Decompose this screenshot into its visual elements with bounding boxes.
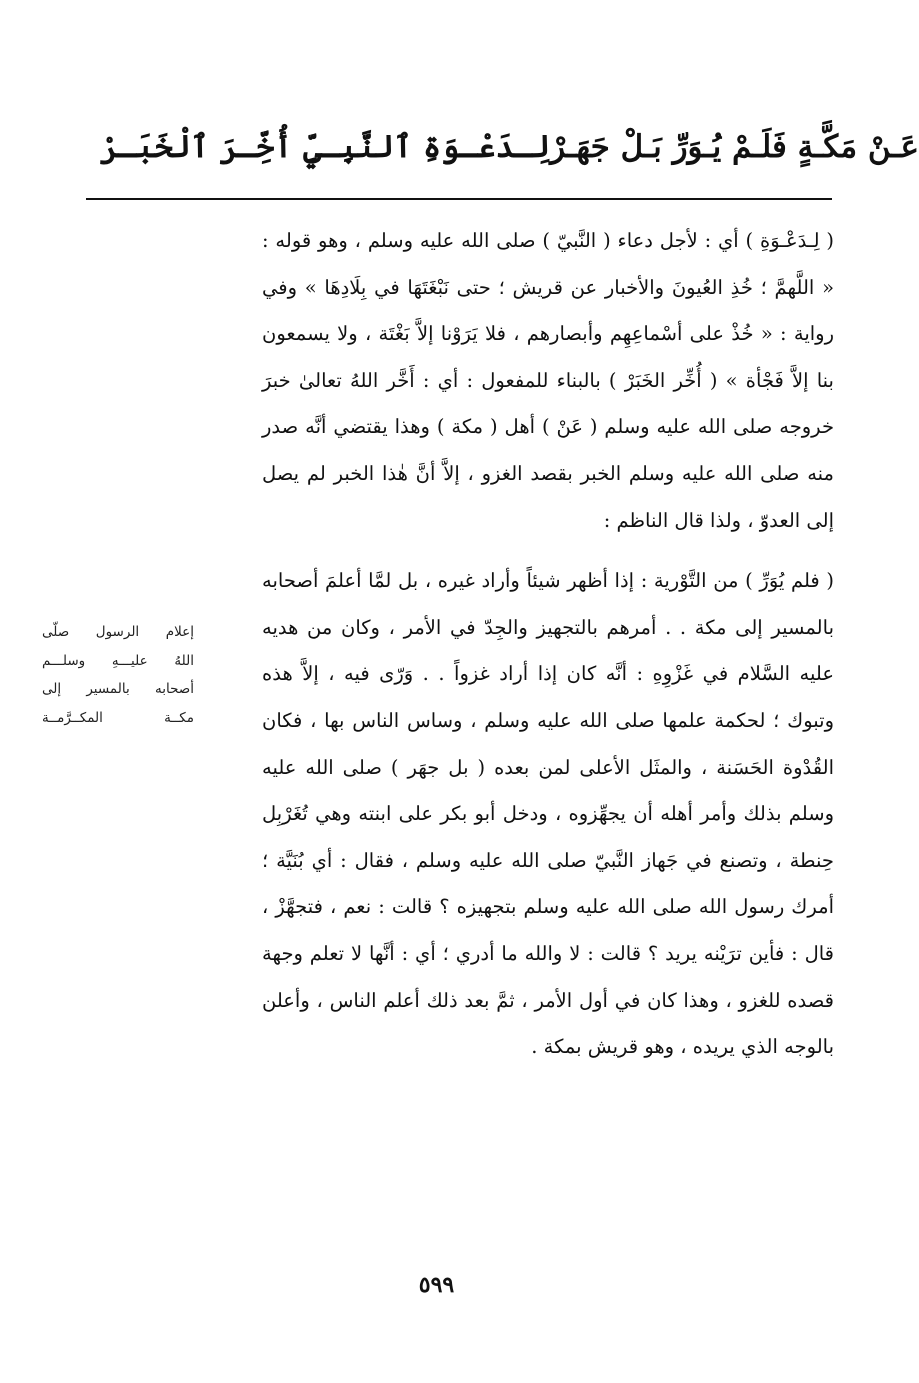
page-number: ٥٩٩ [418, 1272, 455, 1298]
margin-note [42, 618, 194, 732]
margin-note-line: إعلام الرسول صلّى [42, 624, 194, 640]
header-divider [86, 198, 832, 200]
margin-note-line: أصحابه بالمسير إلى [42, 681, 194, 697]
verse-second-hemistich: عَـنْ مَكَّـةٍ فَلَـمْ يُـوَرِّ بَـلْ جَهَـرْ [550, 129, 919, 165]
margin-note-line: مكــة المكــرَّمــة [42, 709, 194, 726]
commentary-paragraph-2: ( فلم يُوَرِّ ) من التَّوْرية : إذا أظهر شيئاً وأراد غيره ، بل لمَّا أعلمَ أصحابه بالمسير إلى مكة . . أمرهم بالتجهيز والجِدّ في الأمر ، وكان من هديه عليه السَّلام في غَزْوِهِ : أنَّه كان إذا أراد غزواً . . وَرّى فيه ، إلاَّ هذه وتبوك ؛ لحكمة علمها صلى الله عليه وسلم ، وساس الناس بها ، فكان القُدْوة الحَسَنة ، والمثَل الأعلى لمن بعده ( بل جهَر ) صلى الله عليه وسلم بذلك وأمر أهله أن يجهِّزوه ، ودخل أبو بكر على ابنته وهي تُغَرْبِل حِنطة ، وتصنع في جَهاز النَّبيّ صلى الله عليه وسلم ، فقال : أي بُنَيَّة ؛ أمرك رسول الله صلى الله عليه وسلم بتجهيزه ؟ قالت : نعم ، فتجهَّزْ ، قال : فأين ترَيْنه يريد ؟ قالت : لا والله ما أدري ؛ أي : أنَّها لا تعلم وجهة قصده للغزو ، وهذا كان في أول الأمر ، ثمَّ بعد ذلك أعلم الناس ، وأعلن بالوجه الذي يريده ، وهو قريش بمكة . [262, 569, 834, 1059]
poem-verse-header [100, 112, 919, 182]
margin-note-line: اللهُ عليـــهِ وسلـــم [42, 652, 194, 669]
commentary-body [262, 218, 834, 1071]
commentary-paragraph-1: ( لِـدَعْـوَةِ ) أي : لأجل دعاء ( النَّبيّ ) صلى الله عليه وسلم ، وهو قوله : « اللَّهمَّ ؛ خُذِ العُيونَ والأخبار عن قريش ؛ حتى نَبْغَتَهَا في بِلَادِهَا » وفي رواية : « خُذْ على أسْماعِهِم وأبصارهم ، فلا يَرَوْنا إلاَّ بَغْتَة ، ولا يسمعون بنا إلاَّ فَجْأة » ( أُخِّر الخَبَرْ ) بالبناء للمفعول : أي : أَخَّر اللهُ تعالىٰ خبرَ خروجه صلى الله عليه وسلم ( عَنْ ) أهل ( مكة ) وهذا يقتضي أنَّه صدر منه صلى الله عليه وسلم الخبر بقصد الغزو ، إلاَّ أنَّ هٰذا الخبر لم يصل إلى العدوّ ، ولذا قال الناظم : [262, 229, 834, 532]
verse-first-hemistich: لِـدَعْـوَةِ ٱلنَّبِـيِّ أُخِّـرَ ٱلْخَبَـرْ [100, 129, 551, 165]
